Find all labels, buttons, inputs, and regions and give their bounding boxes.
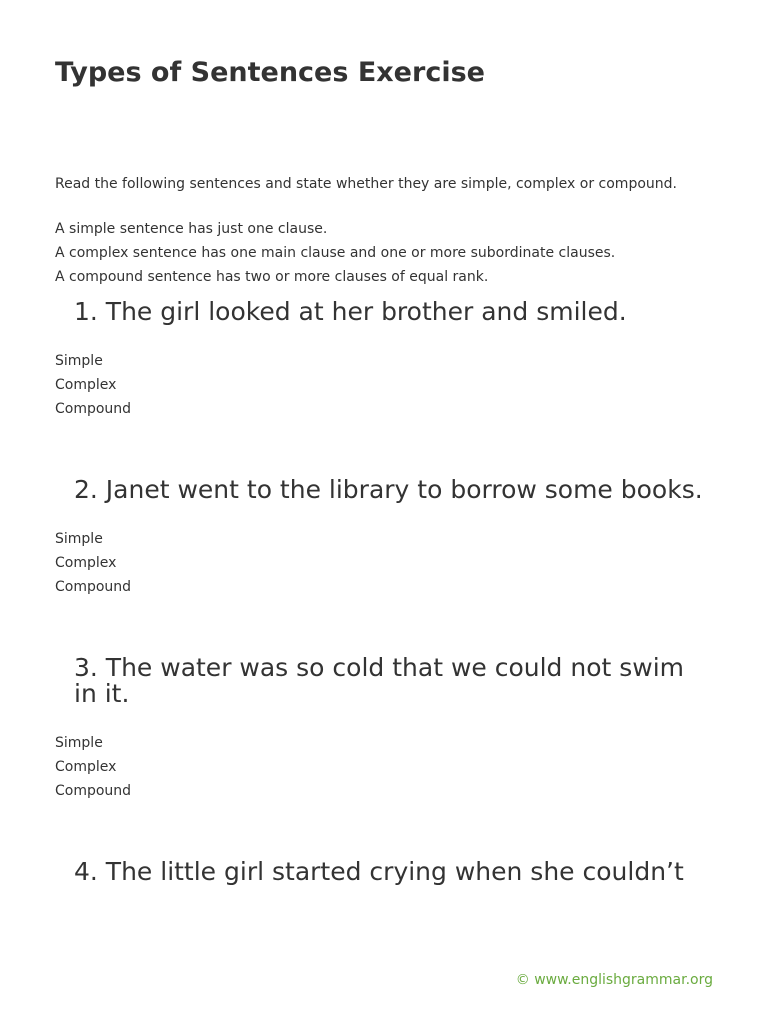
rule-complex: A complex sentence has one main clause and one or more subordinate clauses. (55, 245, 616, 261)
instruction-text: Read the following sentences and state whether they are simple, complex or compound. (55, 176, 677, 192)
question-4 (0, 859, 768, 885)
question-1-option-compound[interactable]: Compound (55, 401, 132, 417)
question-1-option-complex[interactable]: Complex (55, 377, 117, 393)
question-1 (0, 299, 768, 325)
question-3-option-simple[interactable]: Simple (55, 735, 103, 751)
question-1-text: 1. The girl looked at her brother and smiled. (74, 297, 627, 326)
copyright-footer: © www.englishgrammar.org (515, 972, 713, 988)
rule-compound: A compound sentence has two or more clauses of equal rank. (55, 269, 489, 285)
question-2 (0, 477, 768, 503)
rules-list (55, 217, 615, 289)
question-2-option-simple[interactable]: Simple (55, 531, 103, 547)
question-1-options (55, 349, 131, 421)
question-2-option-compound[interactable]: Compound (55, 579, 132, 595)
question-3 (0, 655, 768, 707)
question-1-option-simple[interactable]: Simple (55, 353, 103, 369)
question-3-option-complex[interactable]: Complex (55, 759, 117, 775)
question-3-text: 3. The water was so cold that we could not swim in it. (74, 653, 685, 708)
question-3-option-compound[interactable]: Compound (55, 783, 132, 799)
rule-simple: A simple sentence has just one clause. (55, 221, 328, 237)
question-2-option-complex[interactable]: Complex (55, 555, 117, 571)
page-title: Types of Sentences Exercise (55, 57, 485, 88)
question-4-text: 4. The little girl started crying when she couldn’t (74, 857, 684, 886)
question-2-text: 2. Janet went to the library to borrow some books. (74, 475, 703, 504)
question-2-options (55, 527, 131, 599)
question-3-options (55, 731, 131, 803)
